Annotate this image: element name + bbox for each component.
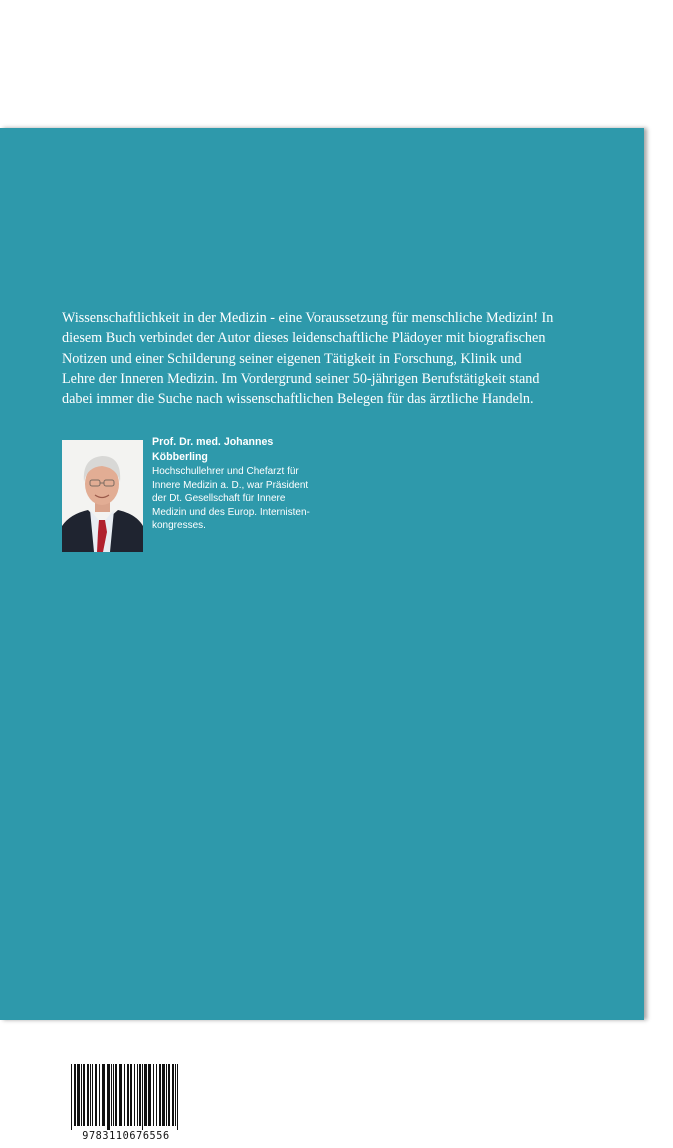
barcode-bar xyxy=(90,1064,91,1126)
isbn: ISBN 978-3-11-067655-6 xyxy=(202,1078,345,1093)
barcode-bar xyxy=(74,1064,76,1126)
barcode-bar xyxy=(115,1064,117,1126)
barcode-bar xyxy=(119,1064,122,1126)
publisher-url[interactable]: www.degruyter.com xyxy=(202,1059,344,1076)
barcode-bar xyxy=(134,1064,135,1126)
barcode-bar xyxy=(113,1064,114,1126)
barcode-bar xyxy=(77,1064,80,1126)
barcode-bar xyxy=(166,1064,167,1126)
blurb-line: diesem Buch verbindet der Autor dieses leidenschaftliche Plädoyer mit biografischen xyxy=(62,330,546,347)
barcode-bar xyxy=(175,1064,176,1126)
author-name-line: Prof. Dr. med. Johannes xyxy=(152,436,274,448)
barcode-bar xyxy=(87,1064,89,1126)
barcode-bar xyxy=(153,1064,154,1126)
barcode-bar xyxy=(162,1064,165,1126)
author-portrait-icon xyxy=(62,440,143,552)
barcode-bar xyxy=(144,1064,147,1126)
barcode-bar xyxy=(148,1064,151,1126)
barcode-bar xyxy=(127,1064,129,1126)
blurb-line: dabei immer die Suche nach wissenschaftlichen Belegen für das ärztliche Handeln. xyxy=(62,391,534,408)
author-bio-line: kongresses. xyxy=(152,520,206,532)
blurb-line: Wissenschaftlichkeit in der Medizin - eine Voraussetzung für menschliche Medizin! In xyxy=(62,310,554,326)
barcode-bar xyxy=(92,1064,93,1126)
author-name-line: Köbberling xyxy=(152,451,208,463)
barcode-number: 9783110676556 xyxy=(82,1131,170,1142)
author-portrait-svg xyxy=(62,440,143,552)
blurb-line: Notizen und einer Schilderung seiner eigenen Tätigkeit in Forschung, Klinik und xyxy=(62,350,522,367)
author-bio-line: der Dt. Gesellschaft für Innere xyxy=(152,493,286,505)
barcode-bars xyxy=(62,1062,187,1132)
barcode-bar xyxy=(142,1064,143,1130)
barcode-bar xyxy=(139,1064,141,1126)
author-name xyxy=(152,435,342,465)
blurb-text xyxy=(62,308,622,409)
blurb-line: Lehre der Inneren Medizin. Im Vordergrund seiner 50-jährigen Berufstätigkeit stand xyxy=(62,370,540,387)
barcode-bar xyxy=(102,1064,105,1126)
author-info xyxy=(152,435,342,533)
author-bio-line: Innere Medizin a. D., war Präsident xyxy=(152,479,309,491)
barcode-bar xyxy=(83,1064,85,1126)
barcode-bar xyxy=(156,1064,157,1126)
barcode-bar xyxy=(159,1064,161,1126)
author-bio xyxy=(152,465,342,533)
author-bio-line: Medizin und des Europ. Internisten- xyxy=(152,506,310,518)
barcode-bar xyxy=(107,1064,110,1130)
barcode-bar xyxy=(124,1064,125,1126)
barcode-bar xyxy=(130,1064,132,1126)
book-back-cover xyxy=(0,128,644,1142)
barcode-icon xyxy=(62,1062,187,1148)
barcode-bar xyxy=(172,1064,174,1126)
author-bio-line: Hochschullehrer und Chefarzt für xyxy=(152,466,299,477)
barcode-bar xyxy=(177,1064,178,1130)
barcode-bar xyxy=(137,1064,138,1126)
barcode-bar xyxy=(95,1064,97,1126)
barcode-bar xyxy=(99,1064,100,1126)
barcode-bar xyxy=(168,1064,170,1126)
barcode-bar xyxy=(81,1064,82,1126)
barcode-bar xyxy=(71,1064,72,1130)
barcode-bar xyxy=(111,1064,112,1126)
